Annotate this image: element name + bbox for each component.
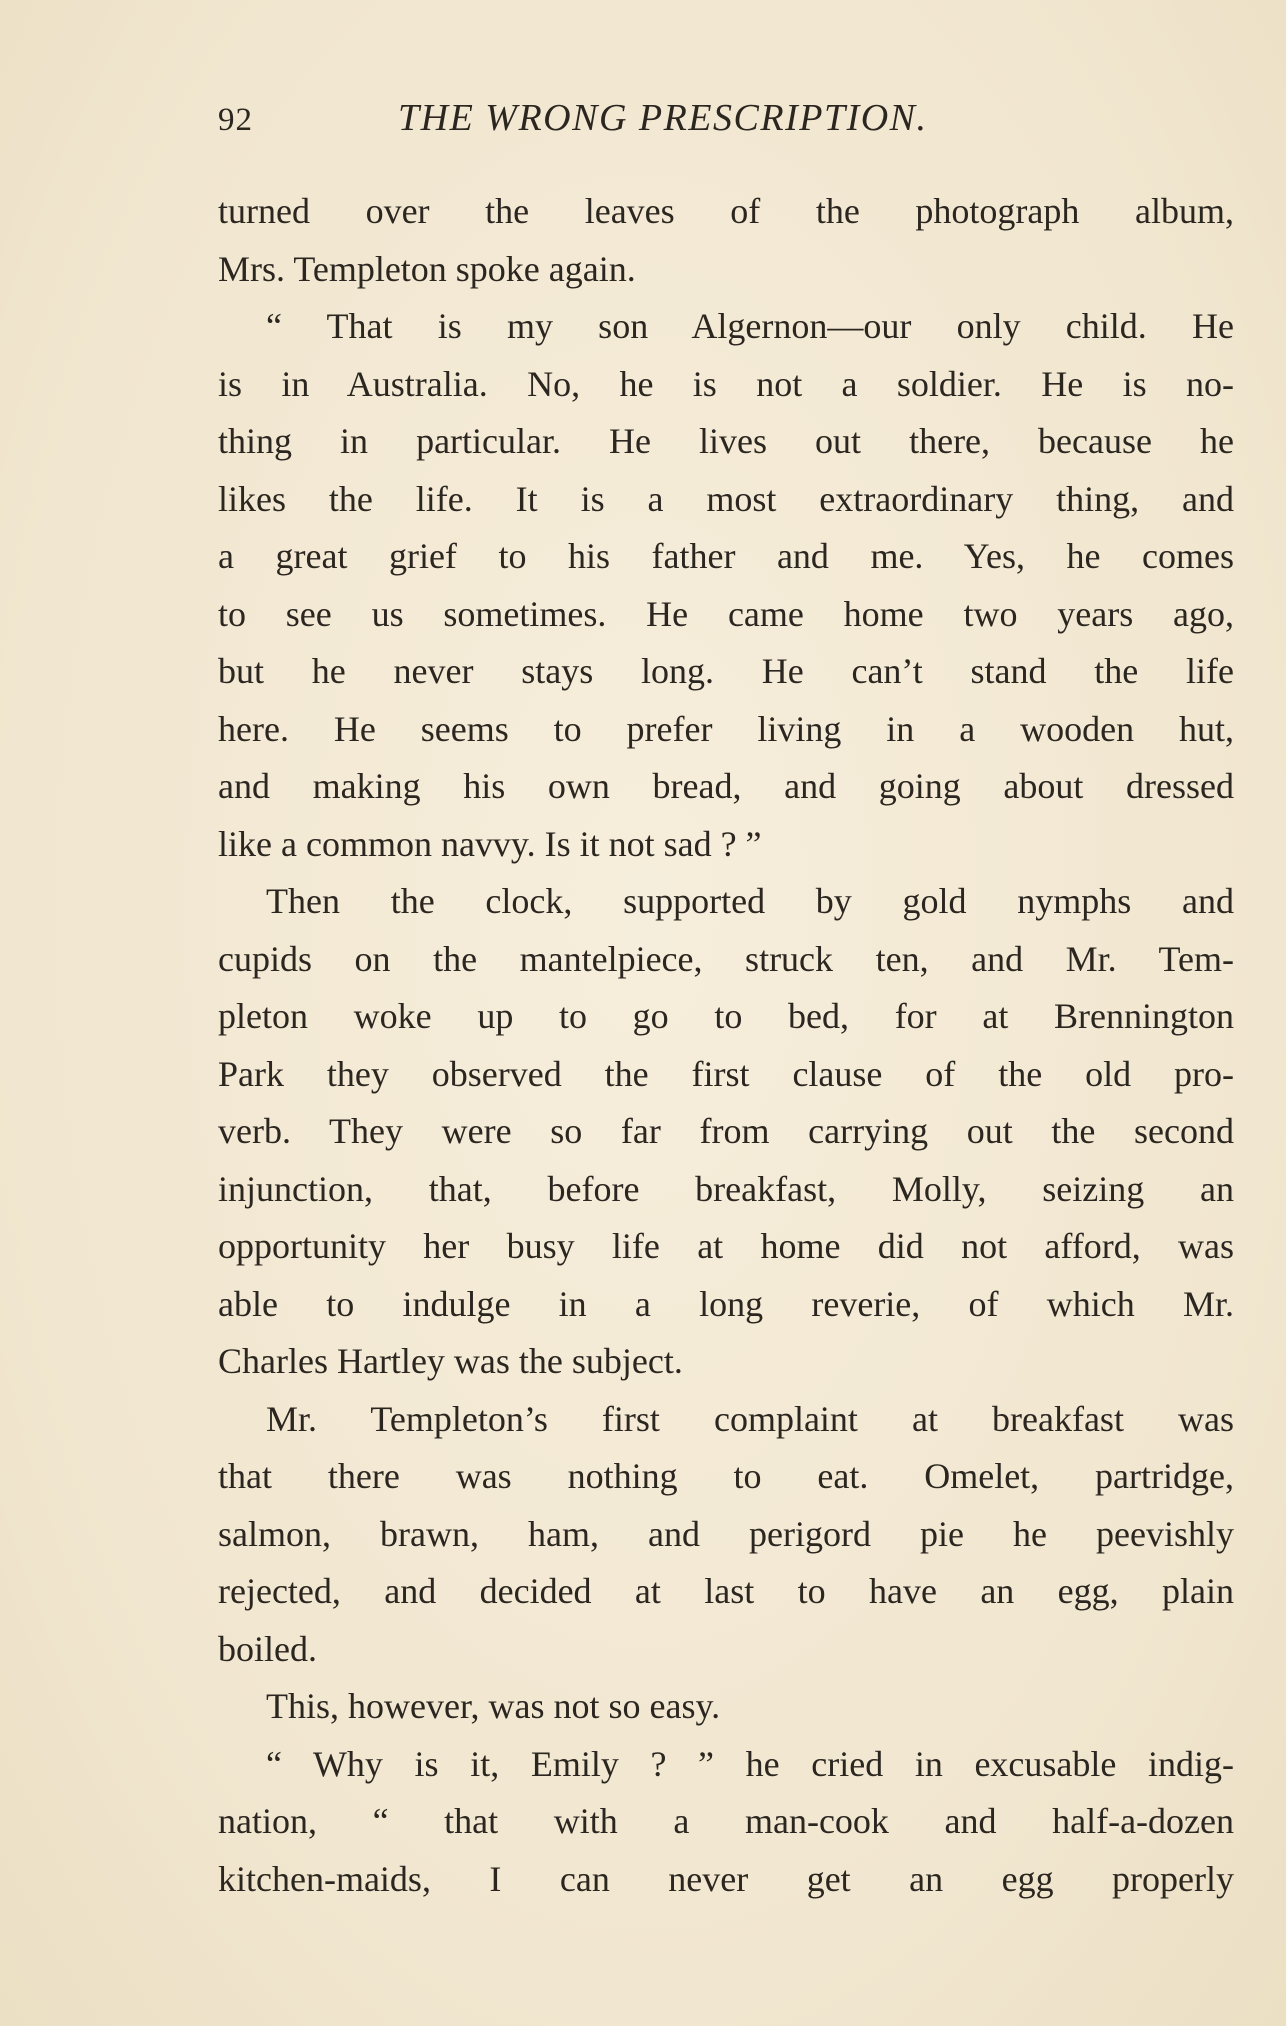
text-line: likes the life. It is a most extraordinary thing, and bbox=[218, 478, 1234, 519]
text-line: like a common navvy. Is it not sad ? ” bbox=[218, 823, 762, 864]
text-line: pleton woke up to go to bed, for at Brennington bbox=[218, 996, 1234, 1036]
text-line: a great grief to his father and me. Yes, he comes bbox=[218, 536, 1234, 576]
text-line: Mr. Templeton’s first complaint at breakfast was bbox=[266, 1398, 1234, 1439]
text-line: verb. They were so far from carrying out the second bbox=[218, 1111, 1234, 1151]
text-line: is in Australia. No, he is not a soldier. He is no- bbox=[218, 363, 1234, 404]
text-line: rejected, and decided at last to have an egg, plain bbox=[218, 1571, 1234, 1611]
text-line: “ That is my son Algernon—our only child. He bbox=[266, 306, 1234, 346]
text-line: Then the clock, supported by gold nymphs and bbox=[266, 881, 1234, 921]
text-line: and making his own bread, and going about dressed bbox=[218, 766, 1234, 806]
text-line: here. He seems to prefer living in a wooden hut, bbox=[218, 708, 1234, 749]
text-line: boiled. bbox=[218, 1628, 317, 1669]
text-line: This, however, was not so easy. bbox=[266, 1686, 721, 1726]
text-line: turned over the leaves of the photograph album, bbox=[218, 191, 1234, 231]
text-line: Charles Hartley was the subject. bbox=[218, 1341, 683, 1381]
text-line: nation, “ that with a man-cook and half-a-dozen bbox=[218, 1801, 1234, 1841]
text-line: that there was nothing to eat. Omelet, partridge, bbox=[218, 1456, 1234, 1496]
running-head bbox=[218, 96, 1234, 144]
text-line: “ Why is it, Emily ? ” he cried in excusable indig- bbox=[266, 1743, 1234, 1784]
text-line: injunction, that, before breakfast, Molly, seizing an bbox=[218, 1168, 1234, 1209]
page-number: 92 bbox=[218, 102, 253, 138]
text-line: Mrs. Templeton spoke again. bbox=[218, 248, 636, 289]
text-line: cupids on the mantelpiece, struck ten, and Mr. Tem- bbox=[218, 938, 1234, 979]
text-line: opportunity her busy life at home did not afford, was bbox=[218, 1226, 1234, 1266]
text-line: kitchen-maids, I can never get an egg properly bbox=[218, 1858, 1234, 1899]
chapter-title: THE WRONG PRESCRIPTION. bbox=[398, 97, 928, 139]
text-line: to see us sometimes. He came home two years ago, bbox=[218, 593, 1234, 634]
text-line: Park they observed the first clause of the old pro- bbox=[218, 1053, 1234, 1094]
text-line: able to indulge in a long reverie, of which Mr. bbox=[218, 1283, 1234, 1324]
text-line: but he never stays long. He can’t stand the life bbox=[218, 651, 1234, 691]
text-line: salmon, brawn, ham, and perigord pie he peevishly bbox=[218, 1513, 1234, 1554]
body-text bbox=[218, 183, 1234, 1908]
text-line: thing in particular. He lives out there, because he bbox=[218, 421, 1234, 461]
